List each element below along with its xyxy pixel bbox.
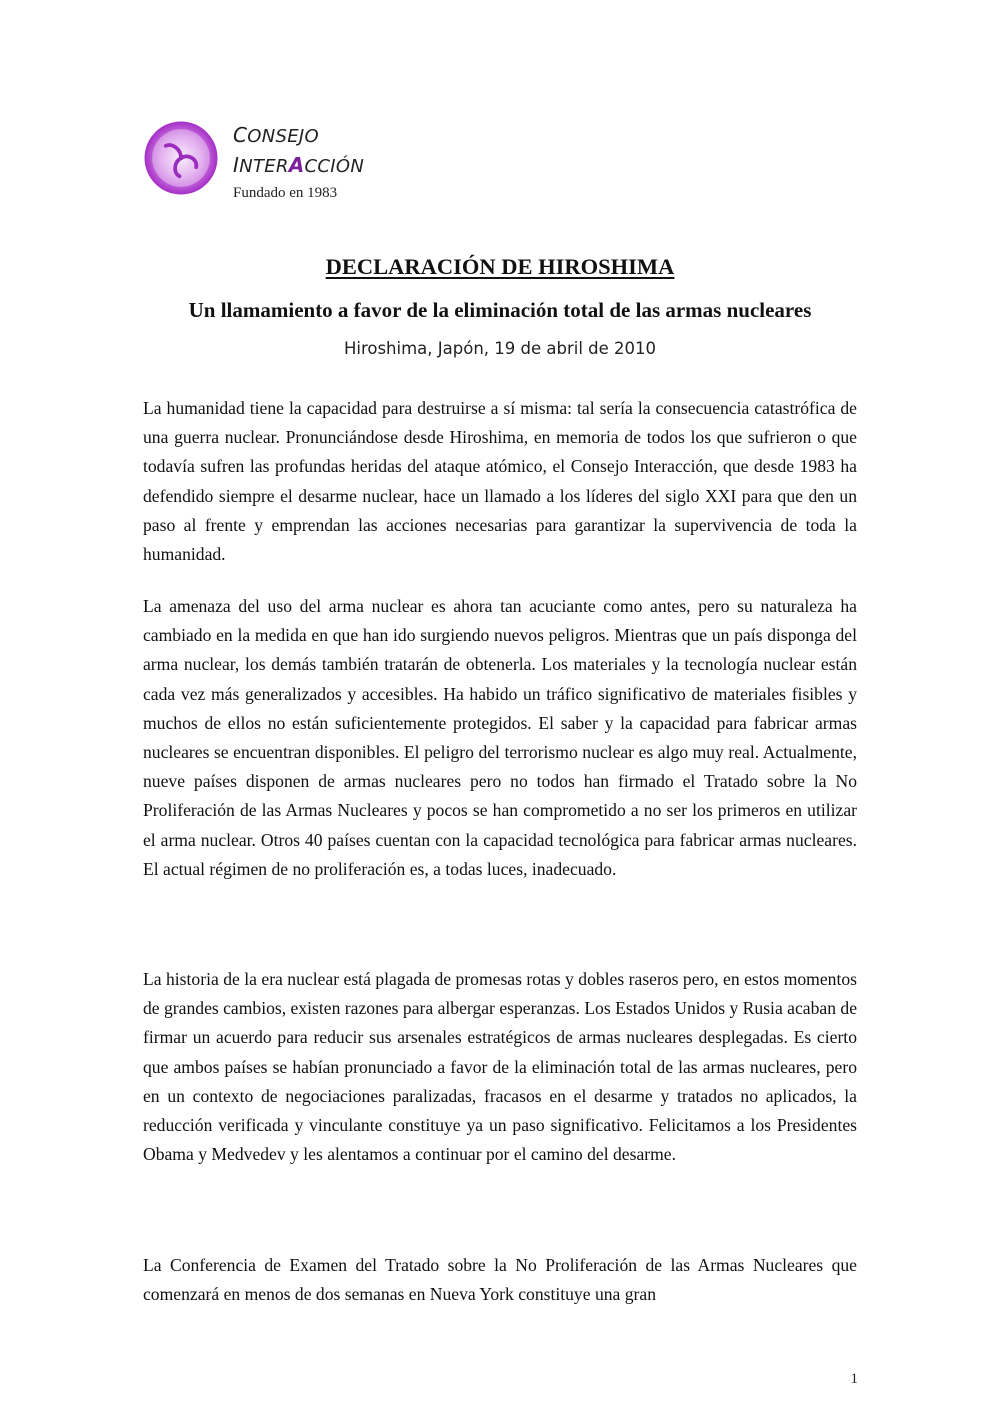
org-line-2-text-b: CCIÓN [304,156,365,177]
org-initial-c: C [233,123,248,147]
paragraph-4: La Conferencia de Examen del Tratado sobre la No Proliferación de las Armas Nucleares que comenzará en menos de dos semanas en Nueva York constituye una gran [143,1255,857,1305]
organization-name [233,121,364,203]
document-subtitle: Un llamamiento a favor de la eliminación total de las armas nucleares [188,298,812,322]
paragraph-1: La humanidad tiene la capacidad para destruirse a sí misma: tal sería la consecuencia catastrófica de una guerra nuclear. Pronunciándose desde Hiroshima, en memoria de todos los que sufrieron o que todavía sufren las profundas heridas del ataque atómico, el Consejo Interacción, que desde 1983 ha defendido siempre el desarme nuclear, hace un llamado a los líderes del siglo XXI para que den un paso al frente y emprendan las acciones necesarias para garantizar la supervivencia de toda la humanidad. [143,398,857,565]
paragraph-3: La historia de la era nuclear está plagada de promesas rotas y dobles raseros pero, en estos momentos de grandes cambios, existen razones para albergar esperanzas. Los Estados Unidos y Rusia acaban de firmar un acuerdo para reducir sus arsenales estratégicos de armas nucleares desplegadas. Es cierto que ambos países se habían pronunciado a favor de la eliminación total de las armas nucleares, pero en un contexto de negociaciones paralizadas, fracasos en el desarme y tratados no aplicados, la reducción verificada y vinculante constituye ya un paso significativo. Felicitamos a los Presidentes Obama y Medvedev y les alentamos a continuar por el camino del desarme. [143,969,857,1165]
place-and-date: Hiroshima, Japón, 19 de abril de 2010 [343,339,657,358]
consejo-interaccion-logo-icon [143,120,219,196]
paragraph-2: La amenaza del uso del arma nuclear es ahora tan acuciante como antes, pero su naturaleza ha cambiado en la medida en que han ido surgiendo nuevos peligros. Mientras que un país disponga del arma nuclear, los demás también tratarán de obtenerla. Los materiales y la tecnología nuclear están cada vez más generalizados y accesibles. Ha habido un tráfico significativo de materiales fisibles y muchos de ellos no están suficientemente protegidos. El saber y la capacidad para fabricar armas nucleares se encuentran disponibles. El peligro del terrorismo nuclear es algo muy real. Actualmente, nueve países disponen de armas nucleares pero no todos han firmado el Tratado sobre la No Proliferación de las Armas Nucleares y pocos se han comprometido a no ser los primeros en utilizar el arma nuclear. Otros 40 países cuentan con la capacidad tecnológica para fabricar armas nucleares. El actual régimen de no proliferación es, a todas luces, inadecuado. [143,596,857,879]
org-name-line-1 [233,121,364,151]
org-initial-i: I [233,153,240,177]
founded-year: Fundado en 1983 [233,185,338,201]
org-line-2-text-a: NTER [239,156,289,177]
org-name-line-2 [233,151,364,181]
document-title: DECLARACIÓN DE HIROSHIMA [325,254,675,279]
page-number: 1 [850,1371,858,1387]
org-line-1-text: ONSEJO [247,126,319,147]
org-accent-letter: A [288,153,305,177]
